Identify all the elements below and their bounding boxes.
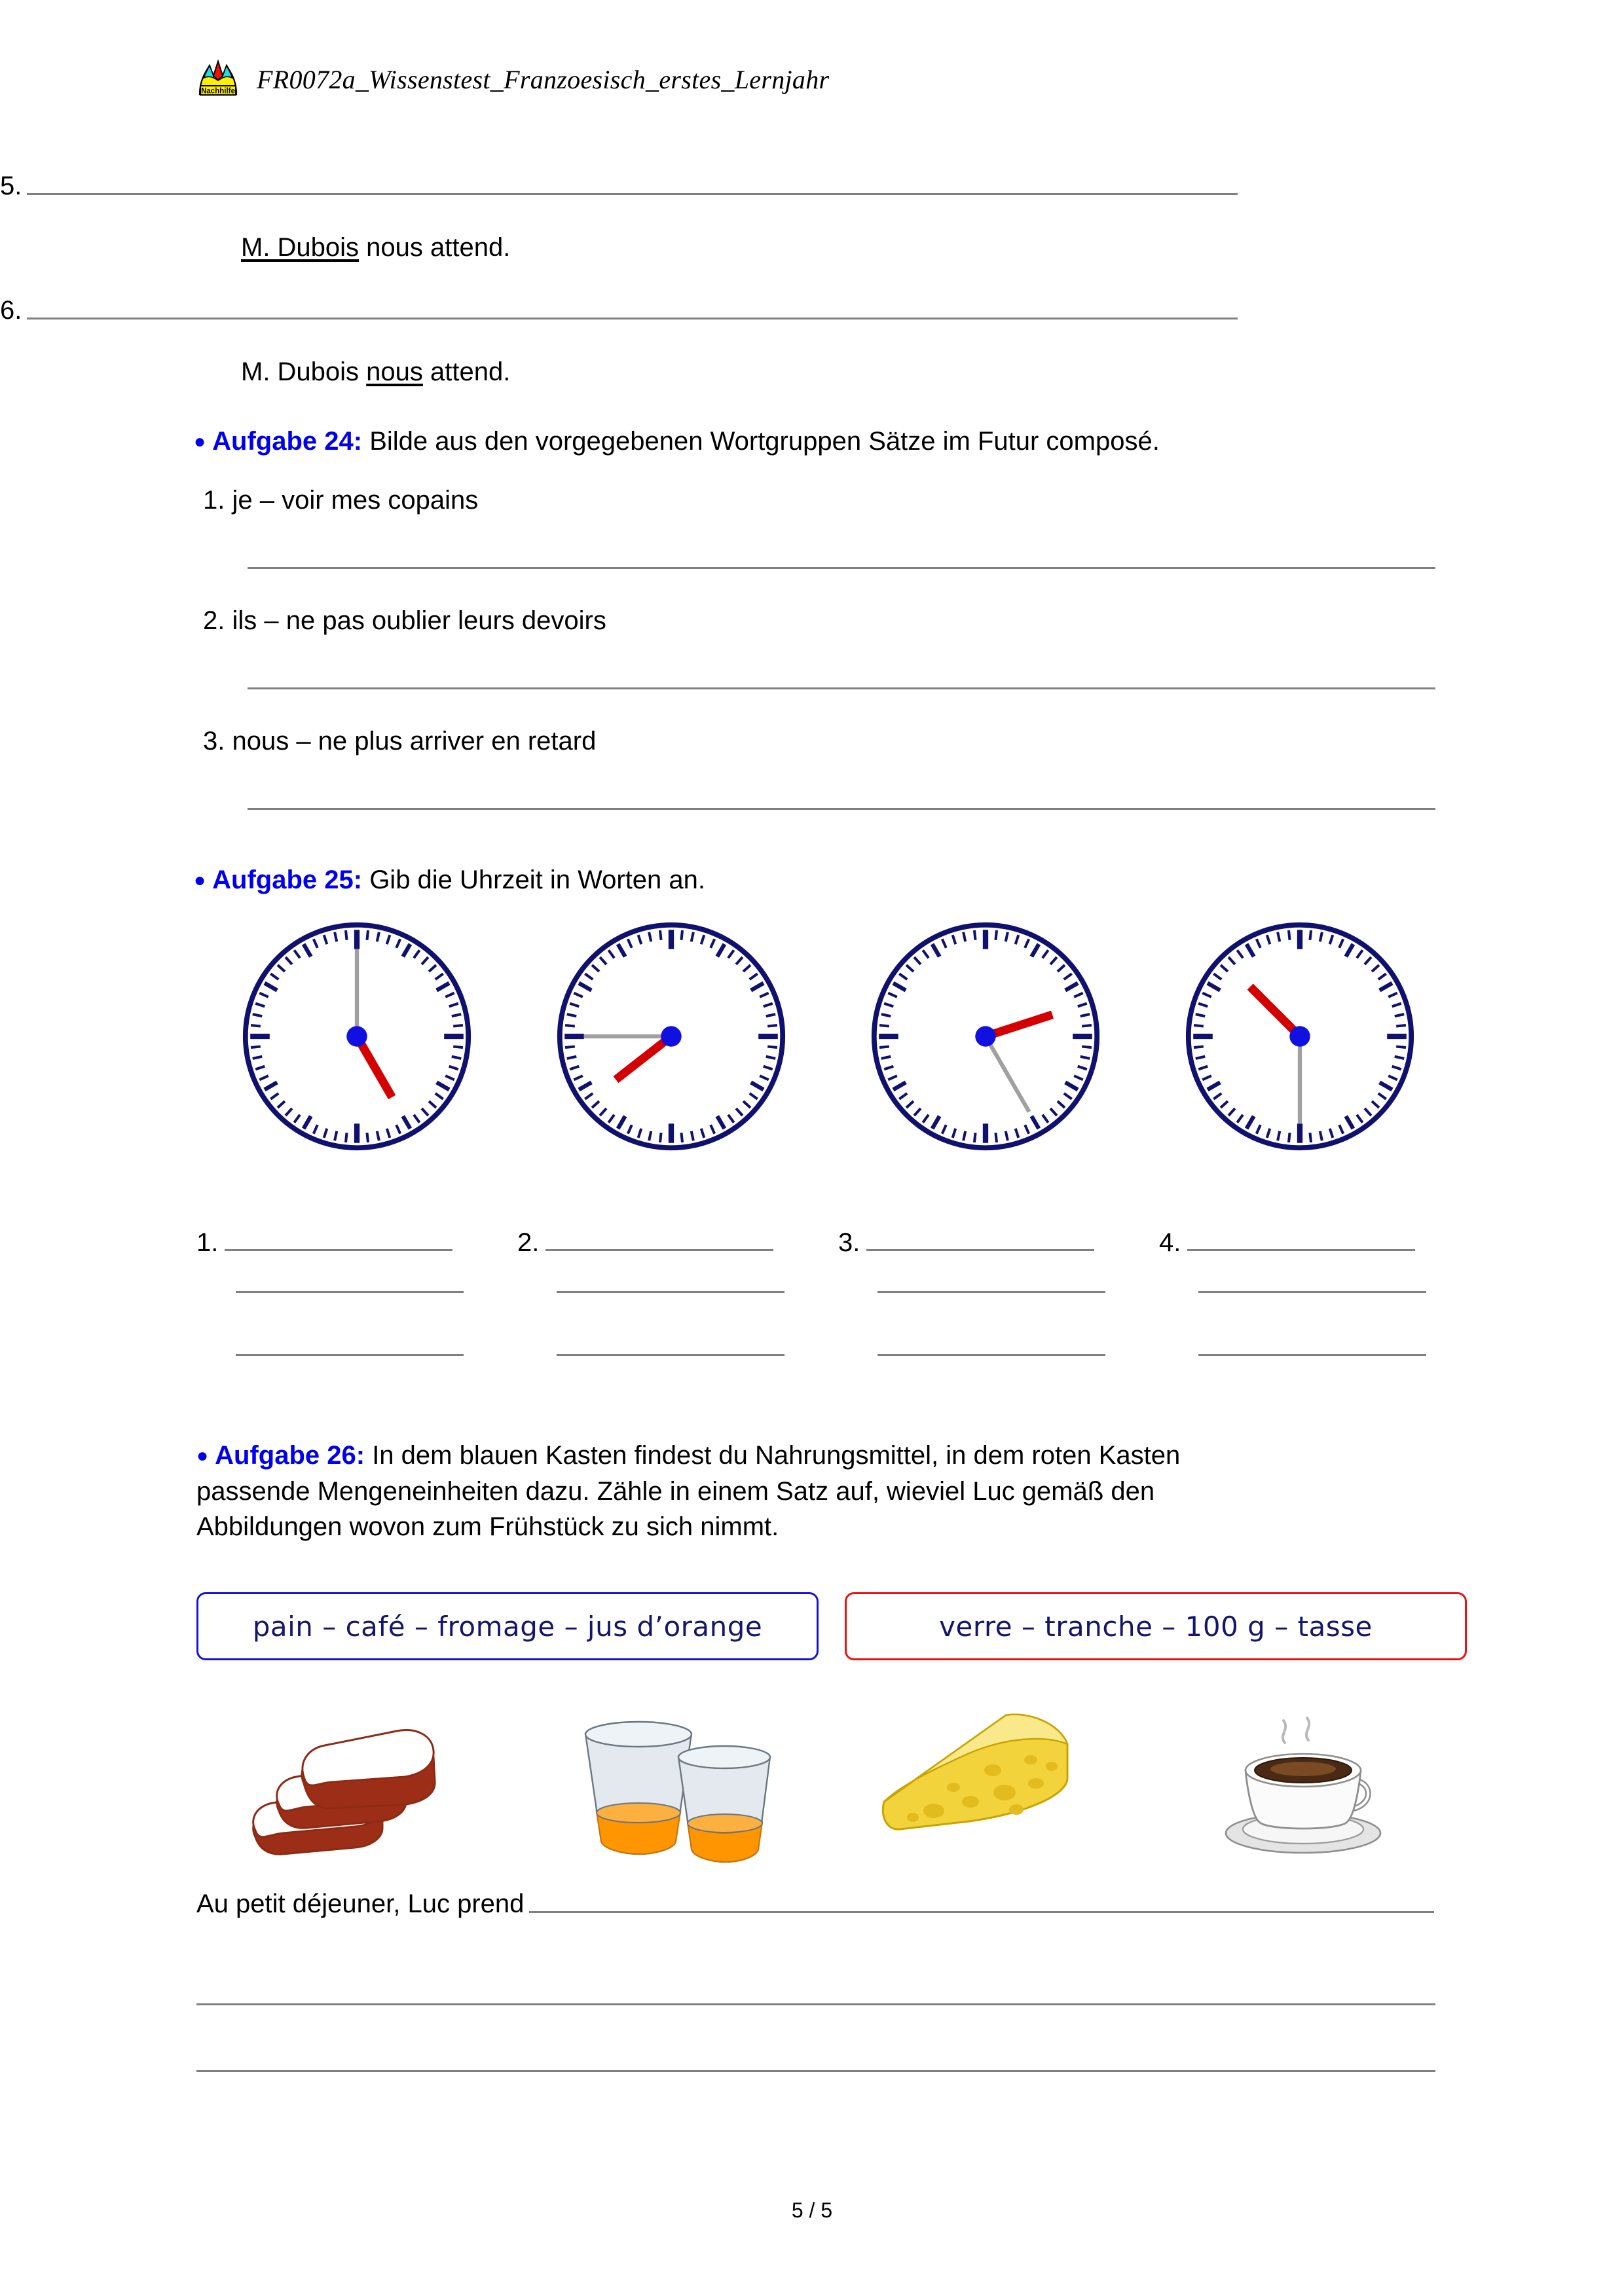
answer-rule[interactable]: [236, 1354, 464, 1356]
answer-rule-cell: [877, 1354, 1105, 1362]
item-number: 5.: [0, 172, 22, 200]
food-word-list: pain – café – fromage – jus d’orange: [252, 1610, 763, 1643]
answer-rule[interactable]: [557, 1354, 784, 1356]
task-25-answer-row-1: [196, 1228, 1441, 1291]
answer-number: 2.: [517, 1228, 540, 1257]
task-25-answer-row-3: [196, 1354, 1441, 1417]
document-title: FR0072a_Wissenstest_Franzoesisch_erstes_Lernjahr: [257, 64, 830, 94]
answer-rule[interactable]: [27, 193, 1238, 195]
task-25-answer-3: [838, 1228, 1094, 1257]
task-26-instruction-line-2: passende Mengeneinheiten dazu. Zähle in einem Satz auf, wieviel Luc gemäß den: [196, 1477, 1155, 1506]
answer-number: 1.: [196, 1228, 219, 1257]
task-26-answer-prompt-row: [196, 1889, 1434, 1918]
underlined-subject: M. Dubois: [241, 233, 360, 262]
word-box-row: [196, 1592, 1441, 1663]
task-26-label: Aufgabe 26:: [215, 1441, 365, 1470]
task-25-answer-1: [196, 1228, 452, 1257]
answer-rule-cell: [236, 1354, 464, 1362]
task-25-answer-grid: [196, 1228, 1441, 1417]
quantity-word-list: verre – tranche – 100 g – tasse: [939, 1610, 1373, 1643]
answer-rule[interactable]: [529, 1911, 1434, 1913]
carryover-row-5: [0, 172, 1238, 200]
page-header: [196, 58, 829, 101]
clock-face-4: [1179, 915, 1421, 1161]
task-24-item-3: 3. nous – ne plus arriver en retard: [203, 727, 597, 756]
task-26-answer-line-3[interactable]: [196, 2070, 1435, 2072]
answer-rule-cell: [1198, 1354, 1426, 1362]
answer-rule-cell: [877, 1291, 1105, 1299]
carryover-sentence-5: M. Dubois nous attend.: [241, 233, 511, 262]
answer-rule[interactable]: [877, 1291, 1105, 1293]
task-25-heading: [194, 863, 705, 898]
page-footer: 5 / 5: [791, 2198, 833, 2222]
clock-face-3: [864, 915, 1107, 1161]
carryover-sentence-6: M. Dubois nous attend.: [241, 357, 511, 386]
task-25-answer-2: [517, 1228, 773, 1257]
answer-rule[interactable]: [27, 318, 1238, 319]
answer-number: 4.: [1159, 1228, 1181, 1257]
cheese-wedge-image: [871, 1706, 1080, 1860]
logo-text: Nachhilfe: [201, 87, 235, 96]
clock-face-2: [550, 915, 792, 1161]
task-26-answer-prompt: Au petit déjeuner, Luc prend: [196, 1889, 525, 1918]
answer-rule[interactable]: [225, 1249, 452, 1251]
task-24-item-2: 2. ils – ne pas oublier leurs devoirs: [203, 606, 606, 635]
task-26-instruction-line-3: Abbildungen wovon zum Frühstück zu sich nimmt.: [196, 1512, 779, 1541]
task-25-answer-4: [1159, 1228, 1415, 1257]
bread-slices-image: [236, 1709, 458, 1863]
answer-rule[interactable]: [1198, 1291, 1426, 1293]
task-25-instruction: Gib die Uhrzeit in Worten an.: [369, 866, 706, 894]
food-word-box: [196, 1592, 819, 1660]
bullet-icon: ●: [194, 431, 206, 452]
coffee-cup-image: [1205, 1710, 1401, 1864]
task-26-heading: [196, 1438, 1435, 1544]
bullet-icon: ●: [194, 869, 206, 891]
task-24-label: Aufgabe 24:: [212, 427, 363, 456]
answer-rule-cell: [236, 1291, 464, 1299]
answer-rule[interactable]: [236, 1291, 464, 1293]
task-24-answer-line-3[interactable]: [248, 808, 1435, 810]
underlined-object: nous: [366, 357, 423, 386]
task-24-answer-line-1[interactable]: [248, 567, 1435, 569]
item-number: 6.: [0, 296, 22, 325]
task-24-heading: [194, 424, 1160, 459]
task-24-answer-line-2[interactable]: [248, 687, 1435, 689]
answer-number: 3.: [838, 1228, 860, 1257]
task-24-instruction: Bilde aus den vorgegebenen Wortgruppen Sätze im Futur composé.: [369, 427, 1160, 456]
clock-face-1: [236, 915, 478, 1161]
bullet-icon: ●: [196, 1445, 209, 1467]
answer-rule[interactable]: [866, 1249, 1094, 1251]
food-image-row: [196, 1702, 1441, 1866]
carryover-row-6: [0, 296, 1238, 325]
answer-rule[interactable]: [557, 1291, 784, 1293]
task-24-item-1: 1. je – voir mes copains: [203, 486, 479, 515]
task-25-label: Aufgabe 25:: [212, 866, 363, 894]
answer-rule-cell: [557, 1291, 784, 1299]
task-26-answer-line-2[interactable]: [196, 2003, 1435, 2005]
answer-rule[interactable]: [1198, 1354, 1426, 1356]
quantity-word-box: [845, 1592, 1467, 1660]
task-26-instruction-line-1: In dem blauen Kasten findest du Nahrungsmittel, in dem roten Kasten: [372, 1441, 1181, 1470]
answer-rule[interactable]: [1187, 1249, 1415, 1251]
clock-row: [196, 915, 1441, 1177]
mountain-logo-icon: [196, 58, 240, 101]
task-25-answer-row-2: [196, 1291, 1441, 1354]
answer-rule-cell: [557, 1354, 784, 1362]
answer-rule[interactable]: [877, 1354, 1105, 1356]
answer-rule-cell: [1198, 1291, 1426, 1299]
answer-rule[interactable]: [545, 1249, 773, 1251]
orange-juice-glasses-image: [563, 1707, 773, 1868]
